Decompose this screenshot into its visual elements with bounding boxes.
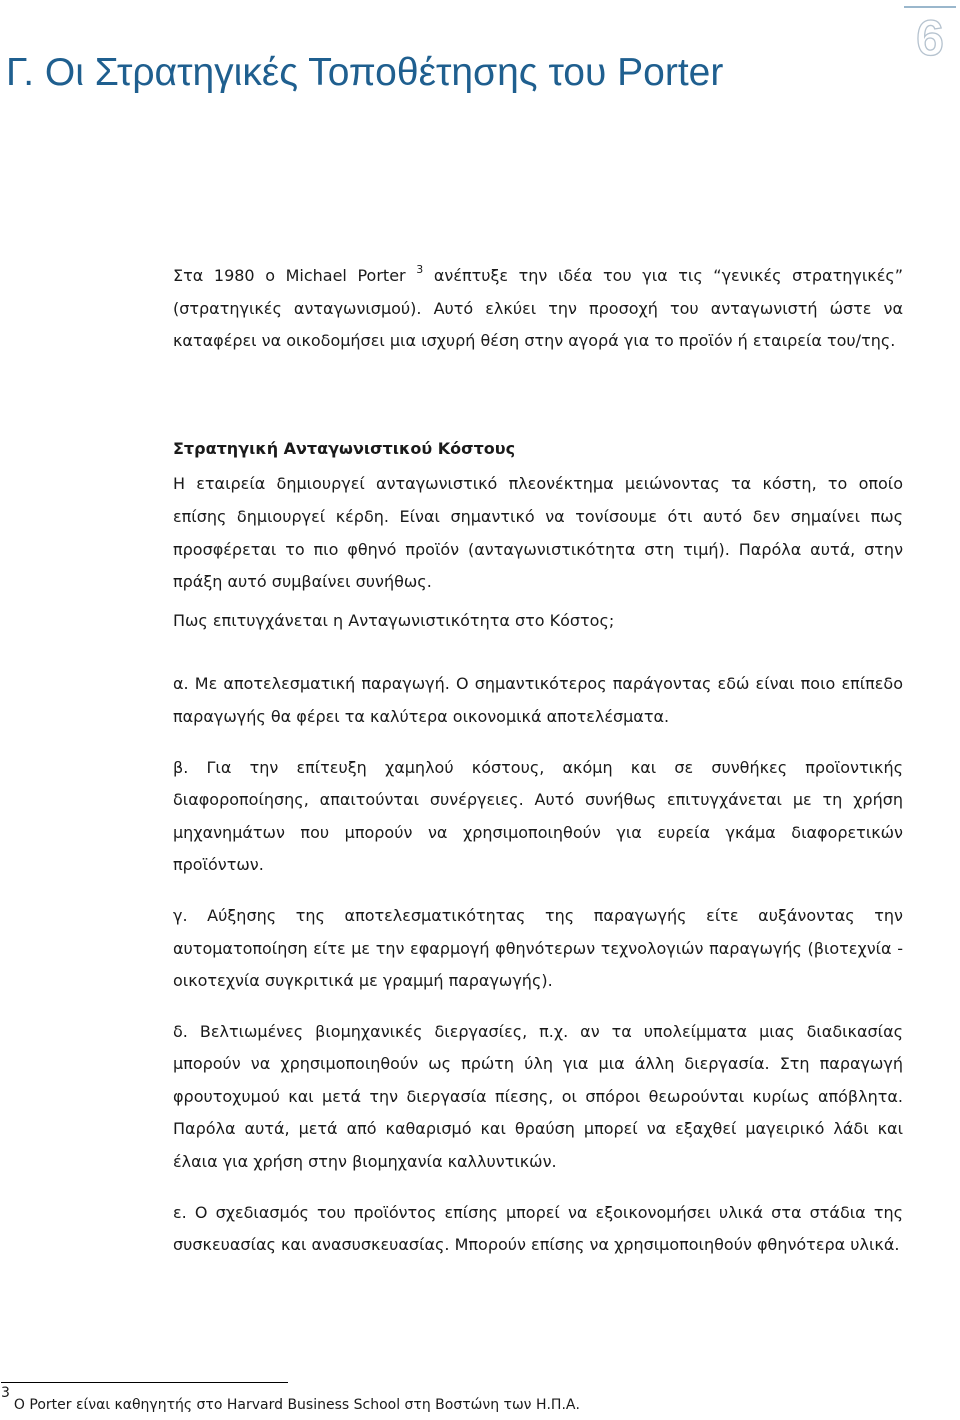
section-question: Πως επιτυγχάνεται η Ανταγωνιστικότητα στο Κόστος;	[173, 610, 615, 630]
intro-text-continued: ανέπτυξε την ιδέα του για τις “γενικές στρατηγικές” (στρατηγικές ανταγωνισμού). Αυτό ελκύει την προσοχή του ανταγωνιστή ώστε να καταφέρει να οικοδομήσει μια ισχυρή θέση στην αγορά για το προϊόν ή εταιρεία του/της.	[173, 266, 904, 351]
intro-paragraph	[173, 260, 903, 358]
page-number: 6	[904, 16, 956, 60]
footnote-text: Ο Porter είναι καθηγητής στο Harvard Business School στη Βοστώνη των Η.Π.Α.	[13, 1397, 580, 1413]
list-item-b: β. Για την επίτευξη χαμηλού κόστους, ακόμη και σε συνθήκες προϊοντικής διαφοροποίησης, απαιτούνται συνέργειες. Αυτό συνήθως επιτυγχάνεται με τη χρήση μηχανημάτων που μπορούν να χρησιμοποιηθούν για ευρεία γκάμα διαφορετικών προϊόντων.	[173, 757, 903, 875]
list-item-e: ε. Ο σχεδιασμός του προϊόντος επίσης μπορεί να εξοικονομήσει υλικά στα στάδια της συσκευασίας και ανασυσκευασίας. Μπορούν επίσης να χρησιμοποιηθούν φθηνότερα υλικά.	[173, 1202, 903, 1255]
list-item-c: γ. Αύξησης της αποτελεσματικότητας της παραγωγής είτε αυξάνοντας την αυτοματοποίηση είτε με την εφαρμογή φθηνότερων τεχνολογιών παραγωγής (βιοτεχνία - οικοτεχνία συγκριτικά με γραμμή παραγωγής).	[173, 905, 903, 991]
page-title: Γ. Οι Στρατηγικές Τοποθέτησης του Porter	[6, 51, 724, 94]
section-heading: Στρατηγική Ανταγωνιστικού Κόστους	[173, 438, 516, 458]
footnote-reference: 3	[416, 263, 424, 276]
footnote	[1, 1385, 901, 1413]
footnote-divider	[1, 1382, 288, 1383]
section-paragraph: Η εταιρεία δημιουργεί ανταγωνιστικό πλεονέκτημα μειώνοντας τα κόστη, το οποίο επίσης δημιουργεί κέρδη. Είναι σημαντικό να τονίσουμε ότι αυτό δεν σημαίνει πως προσφέρεται το πιο φθηνό προϊόν (ανταγωνιστικότητα στη τιμή). Παρόλα αυτά, στην πράξη αυτό συμβαίνει συνήθως.	[173, 474, 903, 592]
footnote-mark: 3	[1, 1385, 10, 1401]
list-item-a: α. Με αποτελεσματική παραγωγή. Ο σημαντικότερος παράγοντας εδώ είναι ποιο επίπεδο παραγωγής θα φέρει τα καλύτερα οικονομικά αποτελέσματα.	[173, 674, 903, 726]
main-content	[173, 260, 903, 1262]
intro-text: Στα 1980 ο Michael Porter	[173, 266, 406, 285]
list-item-d: δ. Βελτιωμένες βιομηχανικές διεργασίες, π.χ. αν τα υπολείμματα μιας διαδικασίας μπορούν να χρησιμοποιηθούν ως πρώτη ύλη για μια άλλη διεργασία. Στη παραγωγή φρουτοχυμού και μετά την διεργασία πίεσης, οι σπόροι θεωρούνται κυρίως απόβλητα. Παρόλα αυτά, μετά από καθαρισμό και θραύση μπορεί να εξαχθεί μαγειρικό λάδι και έλαια για χρήση στην βιομηχανία καλλυντικών.	[173, 1021, 903, 1172]
